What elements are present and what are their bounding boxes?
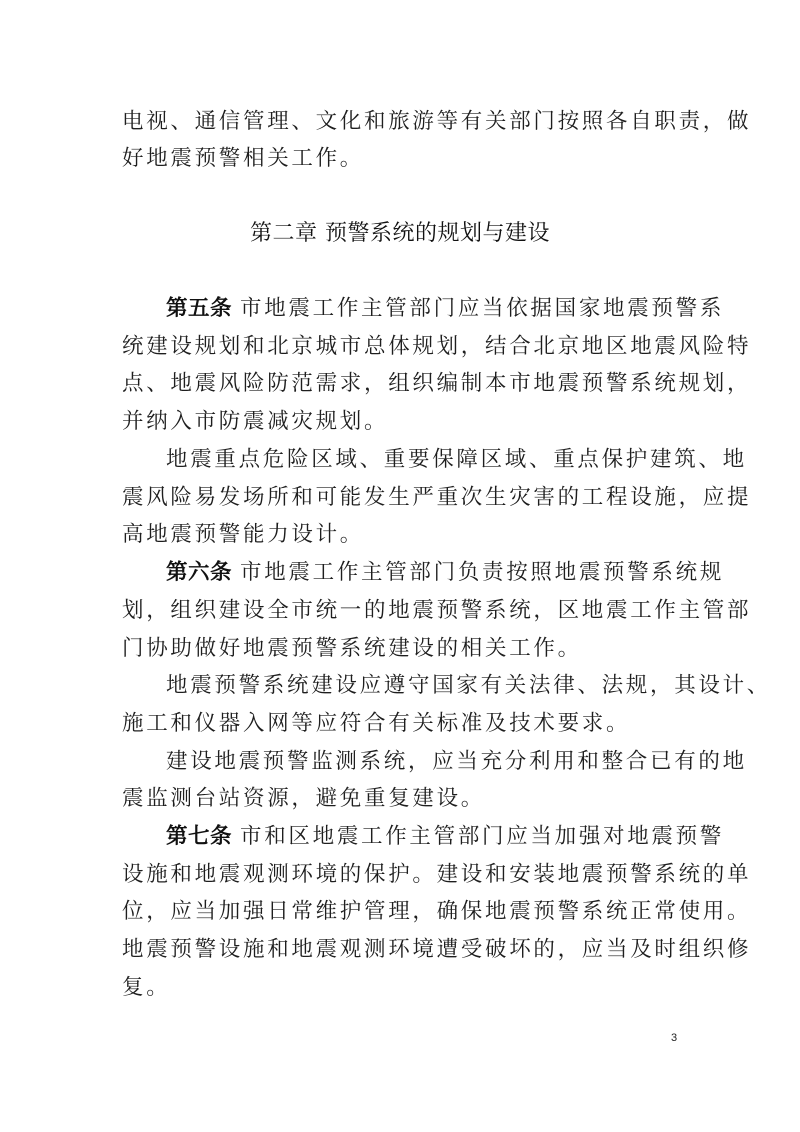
paragraph-line: 门协助做好地震预警系统建设的相关工作。	[122, 636, 582, 661]
paragraph-line: 地震预警系统建设应遵守国家有关法律、法规，其设计、	[166, 673, 772, 698]
paragraph-text: 市和区地震工作主管部门应当加强对地震预警	[240, 824, 725, 849]
paragraph-line: 划，组织建设全市统一的地震预警系统，区地震工作主管部	[122, 598, 752, 623]
article-number: 第六条	[166, 560, 233, 585]
article-number: 第七条	[166, 824, 233, 849]
article-6-first-line	[166, 561, 726, 585]
page-number: 3	[671, 1032, 678, 1044]
paragraph-line: 电视、通信管理、文化和旅游等有关部门按照各自职责，做	[122, 109, 752, 134]
paragraph-line: 统建设规划和北京城市总体规划，结合北京地区地震风险特	[122, 334, 752, 359]
article-number: 第五条	[166, 296, 233, 321]
paragraph-line: 建设地震预警监测系统，应当充分利用和整合已有的地	[166, 749, 747, 774]
paragraph-line: 地震预警设施和地震观测环境遭受破坏的，应当及时组织修	[122, 937, 752, 962]
paragraph-line: 位，应当加强日常维护管理，确保地震预警系统正常使用。	[122, 899, 752, 924]
chapter-heading: 第二章 预警系统的规划与建设	[250, 221, 550, 246]
paragraph-line: 高地震预警能力设计。	[122, 522, 365, 547]
paragraph-line: 点、地震风险防范需求，组织编制本市地震预警系统规划，	[122, 371, 752, 396]
paragraph-line: 并纳入市防震减灾规划。	[122, 409, 389, 434]
article-7-first-line	[166, 825, 726, 849]
paragraph-line: 施工和仪器入网等应符合有关标准及技术要求。	[122, 711, 631, 736]
paragraph-line: 震监测台站资源，避免重复建设。	[122, 786, 486, 811]
paragraph-line: 震风险易发场所和可能发生严重次生灾害的工程设施，应提	[122, 485, 752, 510]
paragraph-text: 市地震工作主管部门应当依据国家地震预警系	[240, 296, 725, 321]
paragraph-text: 市地震工作主管部门负责按照地震预警系统规	[240, 560, 725, 585]
paragraph-line: 好地震预警相关工作。	[122, 146, 365, 171]
article-5-first-line	[166, 297, 726, 321]
paragraph-line: 设施和地震观测环境的保护。建设和安装地震预警系统的单	[122, 862, 752, 887]
paragraph-line: 复。	[122, 975, 171, 1000]
paragraph-line: 地震重点危险区域、重要保障区域、重点保护建筑、地	[166, 447, 747, 472]
